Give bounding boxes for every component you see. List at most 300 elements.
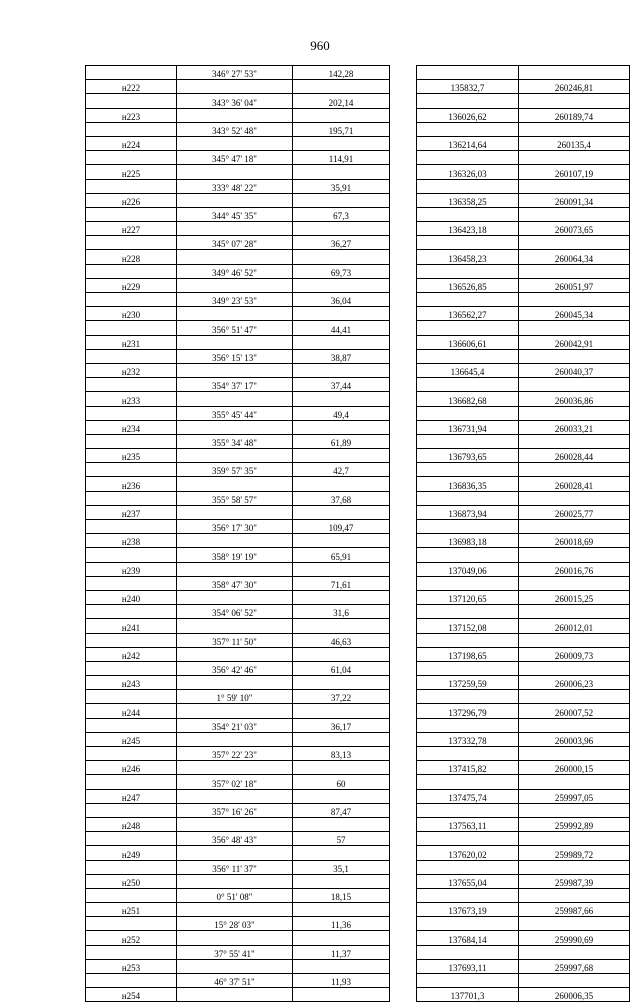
spacer-cell [390, 846, 417, 860]
point-cell [86, 690, 177, 704]
point-cell: н239 [86, 562, 177, 576]
angle-cell [177, 222, 293, 236]
angle-cell: 357° 16' 26" [177, 803, 293, 817]
point-cell: н241 [86, 619, 177, 633]
y-coordinate-cell: 260028,41 [519, 477, 630, 491]
y-coordinate-cell [519, 803, 630, 817]
x-coordinate-cell [417, 945, 519, 959]
y-coordinate-cell [519, 775, 630, 789]
point-cell: н254 [86, 988, 177, 1002]
y-coordinate-cell [519, 434, 630, 448]
y-coordinate-cell [519, 520, 630, 534]
angle-cell [177, 449, 293, 463]
y-coordinate-cell [519, 974, 630, 988]
point-cell [86, 179, 177, 193]
table-row [86, 690, 630, 704]
angle-cell [177, 278, 293, 292]
y-coordinate-cell: 260028,44 [519, 449, 630, 463]
x-coordinate-cell [417, 179, 519, 193]
table-row [86, 165, 630, 179]
y-coordinate-cell [519, 406, 630, 420]
point-cell [86, 491, 177, 505]
point-cell [86, 803, 177, 817]
point-cell: н233 [86, 392, 177, 406]
spacer-cell [390, 576, 417, 590]
point-cell: н238 [86, 534, 177, 548]
distance-cell [293, 193, 390, 207]
angle-cell: 343° 52' 48" [177, 122, 293, 136]
point-cell [86, 151, 177, 165]
y-coordinate-cell: 260000,15 [519, 761, 630, 775]
spacer-cell [390, 463, 417, 477]
angle-cell [177, 335, 293, 349]
distance-cell: 61,89 [293, 434, 390, 448]
y-coordinate-cell: 260033,21 [519, 420, 630, 434]
angle-cell [177, 108, 293, 122]
y-coordinate-cell: 259987,39 [519, 874, 630, 888]
x-coordinate-cell [417, 832, 519, 846]
angle-cell: 356° 42' 46" [177, 661, 293, 675]
y-coordinate-cell [519, 491, 630, 505]
y-coordinate-cell [519, 747, 630, 761]
table-row [86, 122, 630, 136]
y-coordinate-cell [519, 151, 630, 165]
spacer-cell [390, 590, 417, 604]
distance-cell [293, 307, 390, 321]
point-cell: н225 [86, 165, 177, 179]
x-coordinate-cell [417, 406, 519, 420]
distance-cell: 35,1 [293, 860, 390, 874]
angle-cell: 344° 45' 35" [177, 207, 293, 221]
x-coordinate-cell [417, 775, 519, 789]
point-cell [86, 264, 177, 278]
y-coordinate-cell: 260007,52 [519, 704, 630, 718]
x-coordinate-cell: 136562,27 [417, 307, 519, 321]
table-row [86, 307, 630, 321]
point-cell: н242 [86, 647, 177, 661]
table-row [86, 817, 630, 831]
point-cell: н222 [86, 80, 177, 94]
table-row [86, 335, 630, 349]
y-coordinate-cell [519, 264, 630, 278]
spacer-cell [390, 179, 417, 193]
x-coordinate-cell [417, 349, 519, 363]
angle-cell [177, 477, 293, 491]
point-cell [86, 378, 177, 392]
distance-cell: 36,17 [293, 718, 390, 732]
point-cell [86, 66, 177, 80]
x-coordinate-cell: 136214,64 [417, 136, 519, 150]
x-coordinate-cell: 136682,68 [417, 392, 519, 406]
table-row [86, 321, 630, 335]
table-row [86, 151, 630, 165]
distance-cell [293, 590, 390, 604]
angle-cell: 354° 06' 52" [177, 605, 293, 619]
point-cell [86, 860, 177, 874]
y-coordinate-cell: 259989,72 [519, 846, 630, 860]
x-coordinate-cell [417, 917, 519, 931]
angle-cell: 346° 27' 53" [177, 66, 293, 80]
spacer-cell [390, 491, 417, 505]
y-coordinate-cell [519, 860, 630, 874]
table-row [86, 392, 630, 406]
angle-cell [177, 505, 293, 519]
y-coordinate-cell [519, 94, 630, 108]
spacer-cell [390, 732, 417, 746]
point-cell [86, 122, 177, 136]
point-cell [86, 406, 177, 420]
distance-cell: 11,37 [293, 945, 390, 959]
y-coordinate-cell [519, 690, 630, 704]
x-coordinate-cell: 137684,14 [417, 931, 519, 945]
x-coordinate-cell [417, 860, 519, 874]
point-cell: н252 [86, 931, 177, 945]
y-coordinate-cell: 260045,34 [519, 307, 630, 321]
angle-cell [177, 704, 293, 718]
spacer-cell [390, 94, 417, 108]
point-cell [86, 888, 177, 902]
spacer-cell [390, 690, 417, 704]
angle-cell: 15° 28' 03" [177, 917, 293, 931]
distance-cell: 83,13 [293, 747, 390, 761]
spacer-cell [390, 293, 417, 307]
spacer-cell [390, 917, 417, 931]
point-cell: н245 [86, 732, 177, 746]
distance-cell [293, 761, 390, 775]
point-cell: н247 [86, 789, 177, 803]
angle-cell [177, 136, 293, 150]
x-coordinate-cell: 136836,35 [417, 477, 519, 491]
y-coordinate-cell: 260006,35 [519, 988, 630, 1002]
spacer-cell [390, 562, 417, 576]
angle-cell [177, 817, 293, 831]
distance-cell: 37,22 [293, 690, 390, 704]
table-row [86, 449, 630, 463]
angle-cell [177, 392, 293, 406]
angle-cell [177, 789, 293, 803]
x-coordinate-cell [417, 94, 519, 108]
y-coordinate-cell [519, 605, 630, 619]
y-coordinate-cell: 260135,4 [519, 136, 630, 150]
y-coordinate-cell: 260051,97 [519, 278, 630, 292]
angle-cell: 345° 07' 28" [177, 236, 293, 250]
x-coordinate-cell: 137620,02 [417, 846, 519, 860]
table-row [86, 860, 630, 874]
coordinates-table [85, 65, 630, 1002]
angle-cell [177, 619, 293, 633]
spacer-cell [390, 193, 417, 207]
distance-cell: 42,7 [293, 463, 390, 477]
spacer-cell [390, 548, 417, 562]
spacer-cell [390, 661, 417, 675]
angle-cell [177, 590, 293, 604]
table-row [86, 605, 630, 619]
x-coordinate-cell [417, 66, 519, 80]
angle-cell [177, 761, 293, 775]
spacer-cell [390, 307, 417, 321]
x-coordinate-cell: 136983,18 [417, 534, 519, 548]
angle-cell [177, 676, 293, 690]
table-row [86, 988, 630, 1002]
table-row [86, 931, 630, 945]
distance-cell: 18,15 [293, 888, 390, 902]
point-cell [86, 747, 177, 761]
x-coordinate-cell [417, 576, 519, 590]
spacer-cell [390, 974, 417, 988]
spacer-cell [390, 505, 417, 519]
x-coordinate-cell: 136606,61 [417, 335, 519, 349]
distance-cell: 60 [293, 775, 390, 789]
distance-cell [293, 222, 390, 236]
point-cell [86, 520, 177, 534]
table-row [86, 463, 630, 477]
point-cell [86, 321, 177, 335]
table-row [86, 520, 630, 534]
point-cell: н244 [86, 704, 177, 718]
angle-cell: 356° 48' 43" [177, 832, 293, 846]
y-coordinate-cell [519, 633, 630, 647]
table-row [86, 136, 630, 150]
spacer-cell [390, 761, 417, 775]
point-cell: н237 [86, 505, 177, 519]
table-row [86, 718, 630, 732]
distance-cell [293, 732, 390, 746]
x-coordinate-cell [417, 661, 519, 675]
table-row [86, 108, 630, 122]
y-coordinate-cell [519, 661, 630, 675]
point-cell [86, 207, 177, 221]
y-coordinate-cell [519, 321, 630, 335]
distance-cell: 67,3 [293, 207, 390, 221]
distance-cell [293, 80, 390, 94]
point-cell: н246 [86, 761, 177, 775]
spacer-cell [390, 66, 417, 80]
angle-cell [177, 732, 293, 746]
point-cell: н223 [86, 108, 177, 122]
y-coordinate-cell: 260018,69 [519, 534, 630, 548]
table-row [86, 264, 630, 278]
point-cell: н226 [86, 193, 177, 207]
point-cell: н235 [86, 449, 177, 463]
point-cell: н249 [86, 846, 177, 860]
table-row [86, 193, 630, 207]
point-cell [86, 661, 177, 675]
angle-cell [177, 307, 293, 321]
distance-cell: 57 [293, 832, 390, 846]
table-row [86, 747, 630, 761]
angle-cell [177, 250, 293, 264]
x-coordinate-cell [417, 463, 519, 477]
table-row [86, 491, 630, 505]
x-coordinate-cell [417, 378, 519, 392]
spacer-cell [390, 406, 417, 420]
spacer-cell [390, 449, 417, 463]
distance-cell [293, 335, 390, 349]
x-coordinate-cell: 137673,19 [417, 903, 519, 917]
spacer-cell [390, 789, 417, 803]
angle-cell: 356° 51' 47" [177, 321, 293, 335]
table-row [86, 349, 630, 363]
y-coordinate-cell: 260012,01 [519, 619, 630, 633]
table-row [86, 278, 630, 292]
distance-cell: 35,91 [293, 179, 390, 193]
distance-cell: 71,61 [293, 576, 390, 590]
table-row [86, 434, 630, 448]
point-cell [86, 434, 177, 448]
x-coordinate-cell: 137701,3 [417, 988, 519, 1002]
point-cell: н232 [86, 363, 177, 377]
point-cell: н228 [86, 250, 177, 264]
spacer-cell [390, 151, 417, 165]
distance-cell: 142,28 [293, 66, 390, 80]
y-coordinate-cell [519, 179, 630, 193]
table-row [86, 704, 630, 718]
y-coordinate-cell [519, 349, 630, 363]
spacer-cell [390, 860, 417, 874]
distance-cell: 49,4 [293, 406, 390, 420]
x-coordinate-cell [417, 520, 519, 534]
y-coordinate-cell: 259997,68 [519, 959, 630, 973]
distance-cell [293, 250, 390, 264]
table-row [86, 789, 630, 803]
point-cell: н230 [86, 307, 177, 321]
y-coordinate-cell [519, 236, 630, 250]
angle-cell [177, 534, 293, 548]
y-coordinate-cell: 260025,77 [519, 505, 630, 519]
point-cell: н231 [86, 335, 177, 349]
distance-cell: 61,04 [293, 661, 390, 675]
point-cell [86, 548, 177, 562]
x-coordinate-cell [417, 548, 519, 562]
y-coordinate-cell: 260189,74 [519, 108, 630, 122]
distance-cell [293, 931, 390, 945]
point-cell [86, 349, 177, 363]
spacer-cell [390, 165, 417, 179]
x-coordinate-cell: 137655,04 [417, 874, 519, 888]
angle-cell: 349° 23' 53" [177, 293, 293, 307]
x-coordinate-cell: 136526,85 [417, 278, 519, 292]
point-cell: н250 [86, 874, 177, 888]
spacer-cell [390, 647, 417, 661]
spacer-cell [390, 236, 417, 250]
table-row [86, 917, 630, 931]
y-coordinate-cell [519, 378, 630, 392]
spacer-cell [390, 988, 417, 1002]
x-coordinate-cell: 137693,11 [417, 959, 519, 973]
table-row [86, 676, 630, 690]
spacer-cell [390, 349, 417, 363]
spacer-cell [390, 520, 417, 534]
y-coordinate-cell [519, 832, 630, 846]
point-cell: н234 [86, 420, 177, 434]
spacer-cell [390, 718, 417, 732]
point-cell [86, 945, 177, 959]
spacer-cell [390, 633, 417, 647]
page-number: 960 [310, 38, 330, 53]
spacer-cell [390, 122, 417, 136]
y-coordinate-cell [519, 945, 630, 959]
distance-cell [293, 477, 390, 491]
x-coordinate-cell: 135832,7 [417, 80, 519, 94]
distance-cell [293, 363, 390, 377]
x-coordinate-cell: 137049,06 [417, 562, 519, 576]
spacer-cell [390, 222, 417, 236]
distance-cell [293, 136, 390, 150]
point-cell: н224 [86, 136, 177, 150]
distance-cell [293, 647, 390, 661]
table-row [86, 378, 630, 392]
distance-cell: 36,04 [293, 293, 390, 307]
y-coordinate-cell: 260064,34 [519, 250, 630, 264]
spacer-cell [390, 278, 417, 292]
distance-cell: 114,91 [293, 151, 390, 165]
y-coordinate-cell: 260009,73 [519, 647, 630, 661]
spacer-cell [390, 434, 417, 448]
angle-cell: 349° 46' 52" [177, 264, 293, 278]
distance-cell [293, 789, 390, 803]
x-coordinate-cell: 136458,23 [417, 250, 519, 264]
point-cell [86, 94, 177, 108]
spacer-cell [390, 676, 417, 690]
y-coordinate-cell: 260003,96 [519, 732, 630, 746]
x-coordinate-cell [417, 207, 519, 221]
x-coordinate-cell [417, 491, 519, 505]
distance-cell: 69,73 [293, 264, 390, 278]
angle-cell [177, 420, 293, 434]
x-coordinate-cell [417, 888, 519, 902]
x-coordinate-cell [417, 293, 519, 307]
table-row [86, 548, 630, 562]
point-cell [86, 775, 177, 789]
point-cell [86, 974, 177, 988]
distance-cell: 11,93 [293, 974, 390, 988]
angle-cell: 357° 02' 18" [177, 775, 293, 789]
angle-cell [177, 363, 293, 377]
y-coordinate-cell [519, 207, 630, 221]
distance-cell: 195,71 [293, 122, 390, 136]
x-coordinate-cell [417, 690, 519, 704]
distance-cell [293, 988, 390, 1002]
angle-cell: 343° 36' 04" [177, 94, 293, 108]
x-coordinate-cell: 136423,18 [417, 222, 519, 236]
table-row [86, 363, 630, 377]
spacer-cell [390, 959, 417, 973]
spacer-cell [390, 335, 417, 349]
table-row [86, 590, 630, 604]
angle-cell [177, 80, 293, 94]
angle-cell: 356° 15' 13" [177, 349, 293, 363]
y-coordinate-cell [519, 463, 630, 477]
spacer-cell [390, 704, 417, 718]
angle-cell [177, 959, 293, 973]
y-coordinate-cell [519, 293, 630, 307]
spacer-cell [390, 817, 417, 831]
table-row [86, 846, 630, 860]
y-coordinate-cell: 260246,81 [519, 80, 630, 94]
spacer-cell [390, 80, 417, 94]
angle-cell: 345° 47' 18" [177, 151, 293, 165]
distance-cell [293, 420, 390, 434]
point-cell [86, 463, 177, 477]
angle-cell: 355° 45' 44" [177, 406, 293, 420]
x-coordinate-cell [417, 236, 519, 250]
point-cell [86, 576, 177, 590]
spacer-cell [390, 250, 417, 264]
spacer-cell [390, 321, 417, 335]
spacer-cell [390, 363, 417, 377]
spacer-cell [390, 378, 417, 392]
distance-cell [293, 505, 390, 519]
